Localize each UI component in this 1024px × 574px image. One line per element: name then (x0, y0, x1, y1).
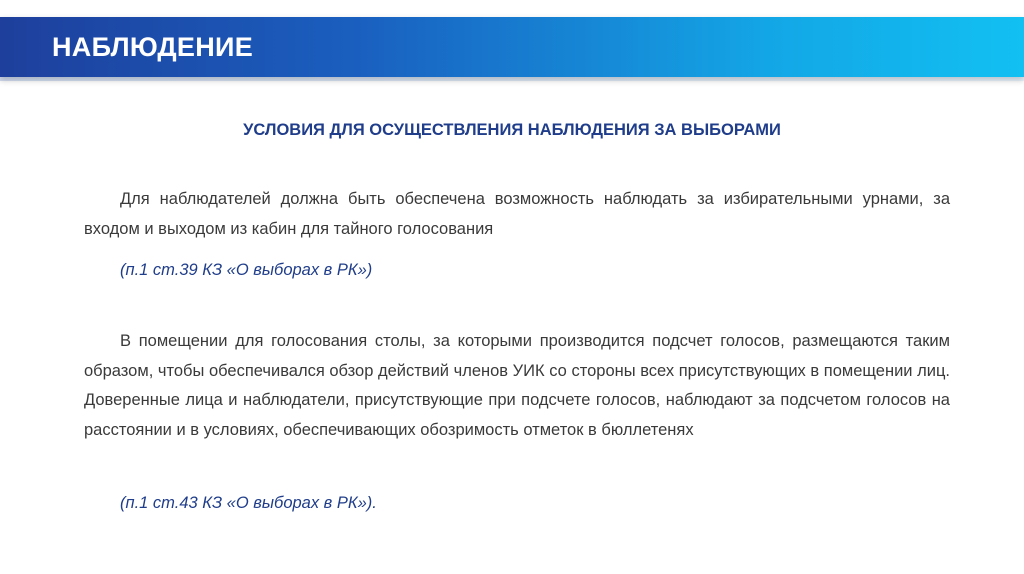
citation-article-39: (п.1 ст.39 КЗ «О выборах в РК») (120, 261, 373, 279)
title-banner (0, 17, 1024, 77)
page-title: НАБЛЮДЕНИЕ (52, 32, 254, 62)
citation-article-43: (п.1 ст.43 КЗ «О выборах в РК»). (120, 494, 377, 512)
section-heading: УСЛОВИЯ ДЛЯ ОСУЩЕСТВЛЕНИЯ НАБЛЮДЕНИЯ ЗА ВЫБОРАМИ (243, 121, 781, 139)
paragraph-observation-rights: Для наблюдателей должна быть обеспечена возможность наблюдать за избирательными урнами, за входом и выходом из кабин для тайного голосования (84, 190, 950, 238)
paragraph-vote-counting: В помещении для голосования столы, за которыми производится подсчет голосов, размещаются таким образом, чтобы обеспечивался обзор действий членов УИК со стороны всех присутствующих в помещении лиц. Доверенные лица и наблюдатели, присутствующие при подсчете голосов, наблюдают за подсчетом голосов на расстоянии и в условиях, обеспечивающих обозримость отметок в бюллетенях (84, 332, 950, 439)
